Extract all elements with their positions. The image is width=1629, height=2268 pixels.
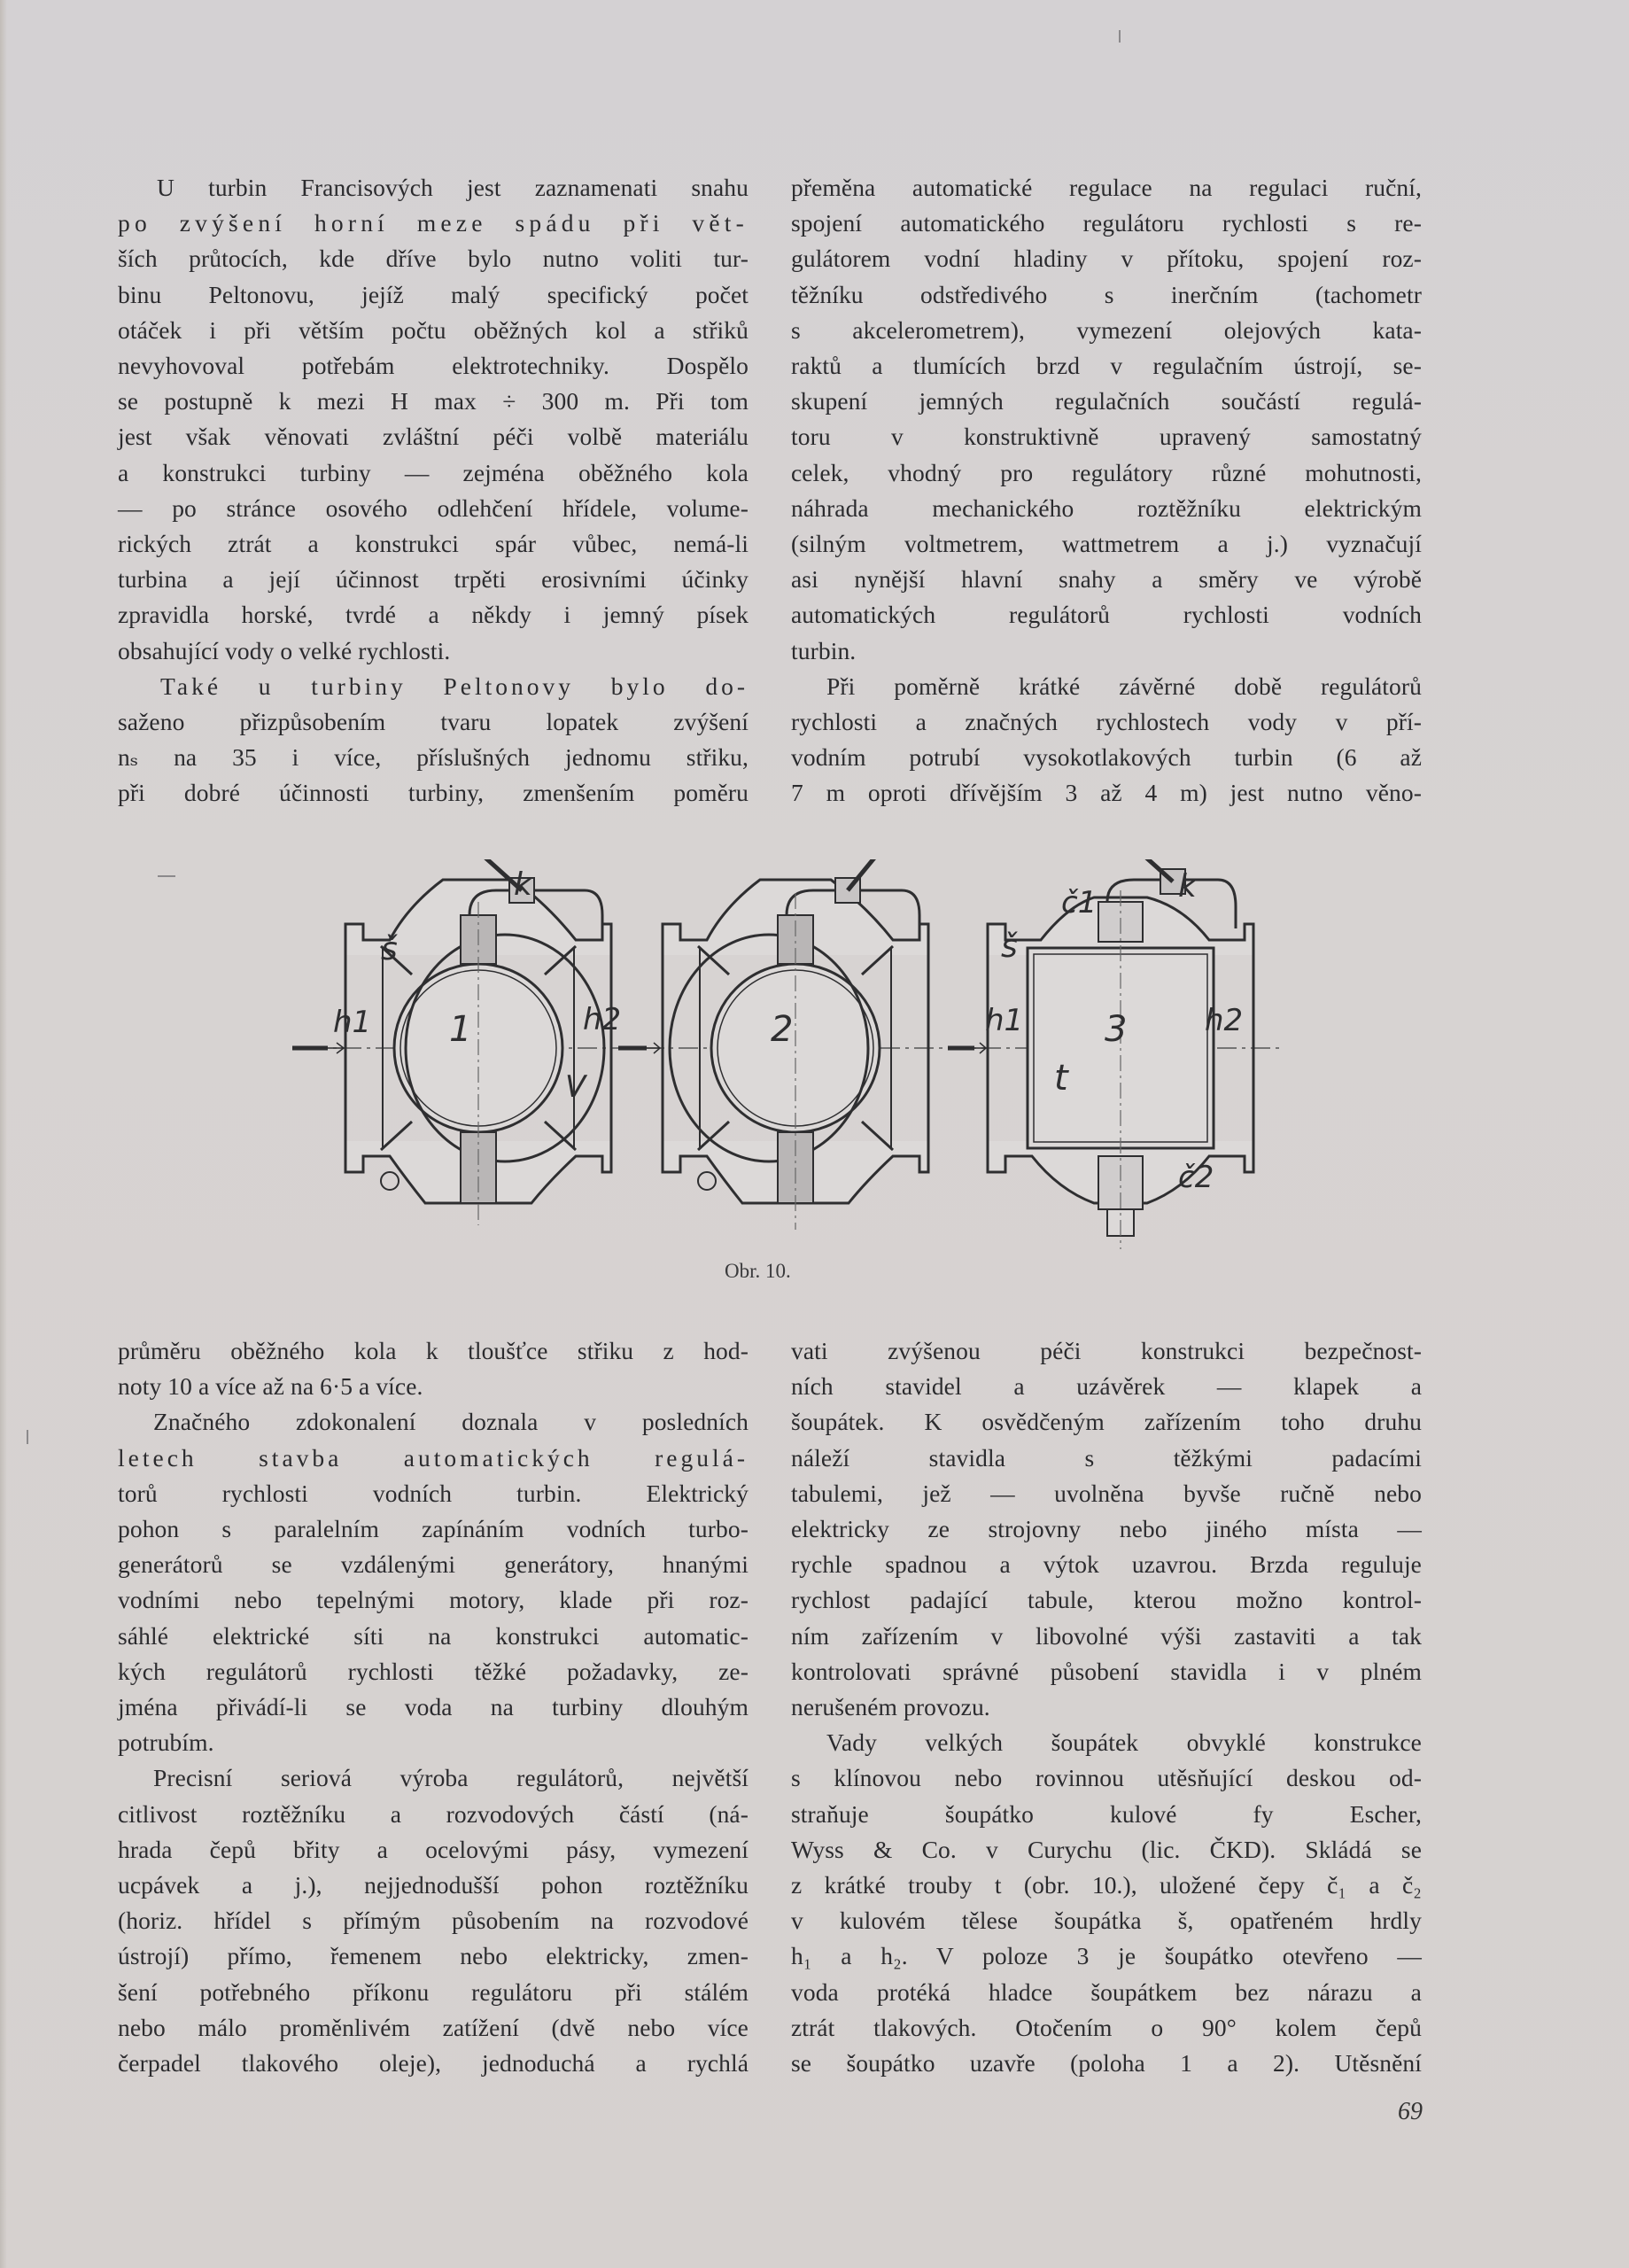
text-line: čerpadel tlakového oleje), jednoduchá a rychlá: [118, 2049, 749, 2078]
text-line: skupení jemných regulačních součástí regulá-: [791, 387, 1422, 416]
text-column-bottom-left: [118, 1333, 749, 2081]
text-line: zpravidla horské, tvrdé a někdy i jemný písek: [118, 601, 749, 629]
text-line: hrada čepů břity a ocelovými pásy, vymezení: [118, 1835, 749, 1863]
text-line: přeměna automatické regulace na regulaci ruční,: [791, 174, 1422, 201]
text-line: kých regulátorů rychlosti těžké požadavky, ze-: [118, 1657, 749, 1685]
flow-arrowhead-icon: [328, 1043, 344, 1053]
figure-ball-valve: [292, 859, 1311, 1249]
text-line: rychlost padající tabule, kterou možno kontrol-: [791, 1586, 1422, 1614]
text-line: asi nynější hlavní snahy a směry ve výrobě: [791, 565, 1422, 594]
label-position-3: 3: [1105, 1009, 1128, 1050]
text-line: s klínovou nebo rovinnou utěsňující deskou od-: [791, 1764, 1422, 1792]
text-line: šení potřebného příkonu regulátoru při stálém: [118, 1977, 749, 2006]
text-line: raktů a tlumících brzd v regulačním ústrojí, se-: [791, 352, 1422, 380]
label-body: š: [381, 931, 398, 967]
text-line: tabulemi, jež — uvolněna byvše ručně nebo: [791, 1479, 1422, 1507]
label-outlet-neck: h2: [583, 1002, 622, 1037]
text-line: rychle spadnou a výtok uzavrou. Brzda reguluje: [791, 1550, 1422, 1579]
label-outlet-neck: h2: [1205, 1003, 1244, 1038]
text-line: vodními nebo tepelnými motory, klade při roz-: [118, 1586, 749, 1614]
label-inlet-neck: h1: [985, 1003, 1024, 1038]
text-line: (silným voltmetrem, wattmetrem a j.) vyznačují: [791, 530, 1422, 558]
label-inlet-neck: h1: [333, 1005, 372, 1040]
figure-drawing: [292, 859, 1311, 1249]
text-line: citlivost roztěžníku a rozvodových částí (ná-: [118, 1799, 749, 1828]
label-cock: k: [514, 866, 532, 903]
label-body: š: [1001, 928, 1018, 965]
text-line: se šoupátko uzavře (poloha 1 a 2). Utěsnění: [791, 2049, 1422, 2078]
paper-speck: [27, 1430, 28, 1444]
text-line: náleží stavidla s těžkými padacími: [791, 1443, 1422, 1472]
text-line: torů rychlosti vodních turbin. Elektrický: [118, 1479, 749, 1507]
text-line: 7 m oproti dřívějším 3 až 4 m) jest nutno věno-: [791, 779, 1422, 807]
text-line: ztrát tlakových. Otočením o 90° kolem čepů: [791, 2013, 1422, 2041]
text-line: binu Peltonovu, jejíž malý specifický počet: [118, 280, 749, 308]
page-edge-shadow: [0, 0, 7, 2268]
text-line: náhrada mechanického roztěžníku elektrickým: [791, 493, 1422, 522]
text-line: sáhlé elektrické síti na konstrukci automatic-: [118, 1621, 749, 1650]
text-line: nebo málo proměnlivém zatížení (dvě nebo více: [118, 2013, 749, 2041]
text-column-top-left: [118, 170, 749, 812]
text-line: automatických regulátorů rychlosti vodních: [791, 601, 1422, 629]
text-line: potrubím.: [118, 1728, 214, 1757]
text-line: Vady velkých šoupátek obvyklé konstrukce: [826, 1728, 1422, 1757]
text-column-top-right: [791, 170, 1422, 812]
label-position-2: 2: [771, 1009, 794, 1050]
text-line: v kulovém tělese šoupátka š, opatřeném hrdly: [791, 1907, 1422, 1935]
text-line: a konstrukci turbiny — zejména oběžného kola: [118, 458, 749, 486]
text-line: ních stavidel a uzávěrek — klapek a: [791, 1372, 1422, 1401]
text-line: U turbin Francisových jest zaznamenati snahu: [157, 174, 749, 201]
text-line: průměru oběžného kola k tloušťce střiku z hod-: [118, 1337, 749, 1364]
text-line: vodním potrubí vysokotlakových turbin (6 až: [791, 743, 1422, 772]
text-line: nevyhovoval potřebám elektrotechniky. Dospělo: [118, 352, 749, 380]
text-line: Značného zdokonalení doznala v posledních: [153, 1408, 749, 1436]
label-cock: k: [1178, 868, 1197, 905]
text-line: z krátké trouby t (obr. 10.), uložené čepy č₁ a č₂: [791, 1871, 1422, 1899]
text-line: ústrojí) přímo, řemenem nebo elektricky, zmen-: [118, 1942, 749, 1970]
text-line: po zvýšení horní meze spádu při vět-: [118, 209, 749, 237]
label-valve-seat: V: [565, 1069, 586, 1105]
text-line: h₁ a h₂. V poloze 3 je šoupátko otevřeno —: [791, 1942, 1422, 1970]
text-line: saženo přizpůsobením tvaru lopatek zvýšení: [118, 708, 749, 736]
label-position-1: 1: [449, 1009, 472, 1050]
text-line: gulátorem vodní hladiny v přítoku, spojení roz-: [791, 245, 1422, 273]
text-line: — po stránce osového odlehčení hřídele, volume-: [118, 493, 749, 522]
text-line: s akcelerometrem), vymezení olejových kata-: [791, 315, 1422, 344]
text-line: otáček i při větším počtu oběžných kol a střiků: [118, 315, 749, 344]
text-line: toru v konstruktivně upravený samostatný: [791, 423, 1422, 451]
text-line: (horiz. hřídel s přímým působením na rozvodové: [118, 1907, 749, 1935]
text-line: rických ztrát a konstrukci spár vůbec, nemá-li: [118, 530, 749, 558]
text-line: voda protéká hladce šoupátkem bez nárazu a: [791, 1977, 1422, 2006]
text-line: straňuje šoupátko kulové fy Escher,: [791, 1799, 1422, 1828]
text-line: se postupně k mezi H max ÷ 300 m. Při tom: [118, 387, 749, 416]
text-column-bottom-right: [791, 1333, 1422, 2081]
text-line: kontrolovati správné působení stavidla i v plném: [791, 1657, 1422, 1685]
valve-position-1: [345, 859, 611, 1225]
text-line: při dobré účinnosti turbiny, zmenšením poměru: [118, 779, 749, 807]
label-tube: t: [1054, 1058, 1068, 1099]
label-pin-bottom: č2: [1178, 1160, 1214, 1195]
paper-speck: [158, 875, 175, 877]
flow-arrowhead-icon: [974, 1043, 986, 1053]
text-line: noty 10 a více až na 6·5 a více.: [118, 1372, 423, 1401]
text-line: ucpávek a j.), nejjednodušší pohon roztěžníku: [118, 1871, 749, 1899]
text-line: letech stavba automatických regulá-: [118, 1443, 749, 1472]
text-line: Precisní seriová výroba regulátorů, největší: [153, 1764, 749, 1792]
text-line: elektricky ze strojovny nebo jiného místa —: [791, 1515, 1422, 1543]
text-line: vati zvýšenou péči konstrukci bezpečnost-: [791, 1337, 1422, 1364]
figure-caption: Obr. 10.: [725, 1260, 791, 1282]
label-pin-top: č1: [1061, 885, 1098, 920]
text-line: jména přivádí-li se voda na turbiny dlouhým: [118, 1693, 749, 1721]
paper-speck: [1119, 30, 1121, 43]
text-line: obsahující vody o velké rychlosti.: [118, 636, 451, 664]
text-line: turbin.: [791, 636, 857, 664]
text-line: nₛ na 35 i více, příslušných jednomu střiku,: [118, 743, 749, 772]
text-line: rychlosti a značných rychlostech vody v pří-: [791, 708, 1422, 736]
valve-position-2: [663, 859, 928, 1230]
page-number: 69: [1398, 2098, 1423, 2125]
text-line: jest však věnovati zvláštní péči volbě materiálu: [118, 423, 749, 451]
text-line: ním zařízením v libovolné výši zastaviti a tak: [791, 1621, 1422, 1650]
text-line: Wyss & Co. v Curychu (lic. ČKD). Skládá se: [791, 1835, 1422, 1863]
text-line: ších průtocích, kde dříve bylo nutno voliti tur-: [118, 245, 749, 273]
flow-arrowhead-icon: [647, 1043, 660, 1053]
text-line: generátorů se vzdálenými generátory, hnanými: [118, 1550, 749, 1579]
text-line: šoupátek. K osvědčeným zařízením toho druhu: [791, 1408, 1422, 1436]
text-line: těžníku odstředivého s inerčním (tachometr: [791, 280, 1422, 308]
text-line: turbina a její účinnost trpěti erosivními účinky: [118, 565, 749, 594]
text-line: Při poměrně krátké závěrné době regulátorů: [826, 672, 1422, 700]
text-line: celek, vhodný pro regulátory různé mohutnosti,: [791, 458, 1422, 486]
text-line: pohon s paralelním zapínáním vodních turbo-: [118, 1515, 749, 1543]
text-line: nerušeném provozu.: [791, 1693, 990, 1721]
text-line: spojení automatického regulátoru rychlosti s re-: [791, 209, 1422, 237]
text-line: Také u turbiny Peltonovy bylo do-: [160, 672, 749, 700]
